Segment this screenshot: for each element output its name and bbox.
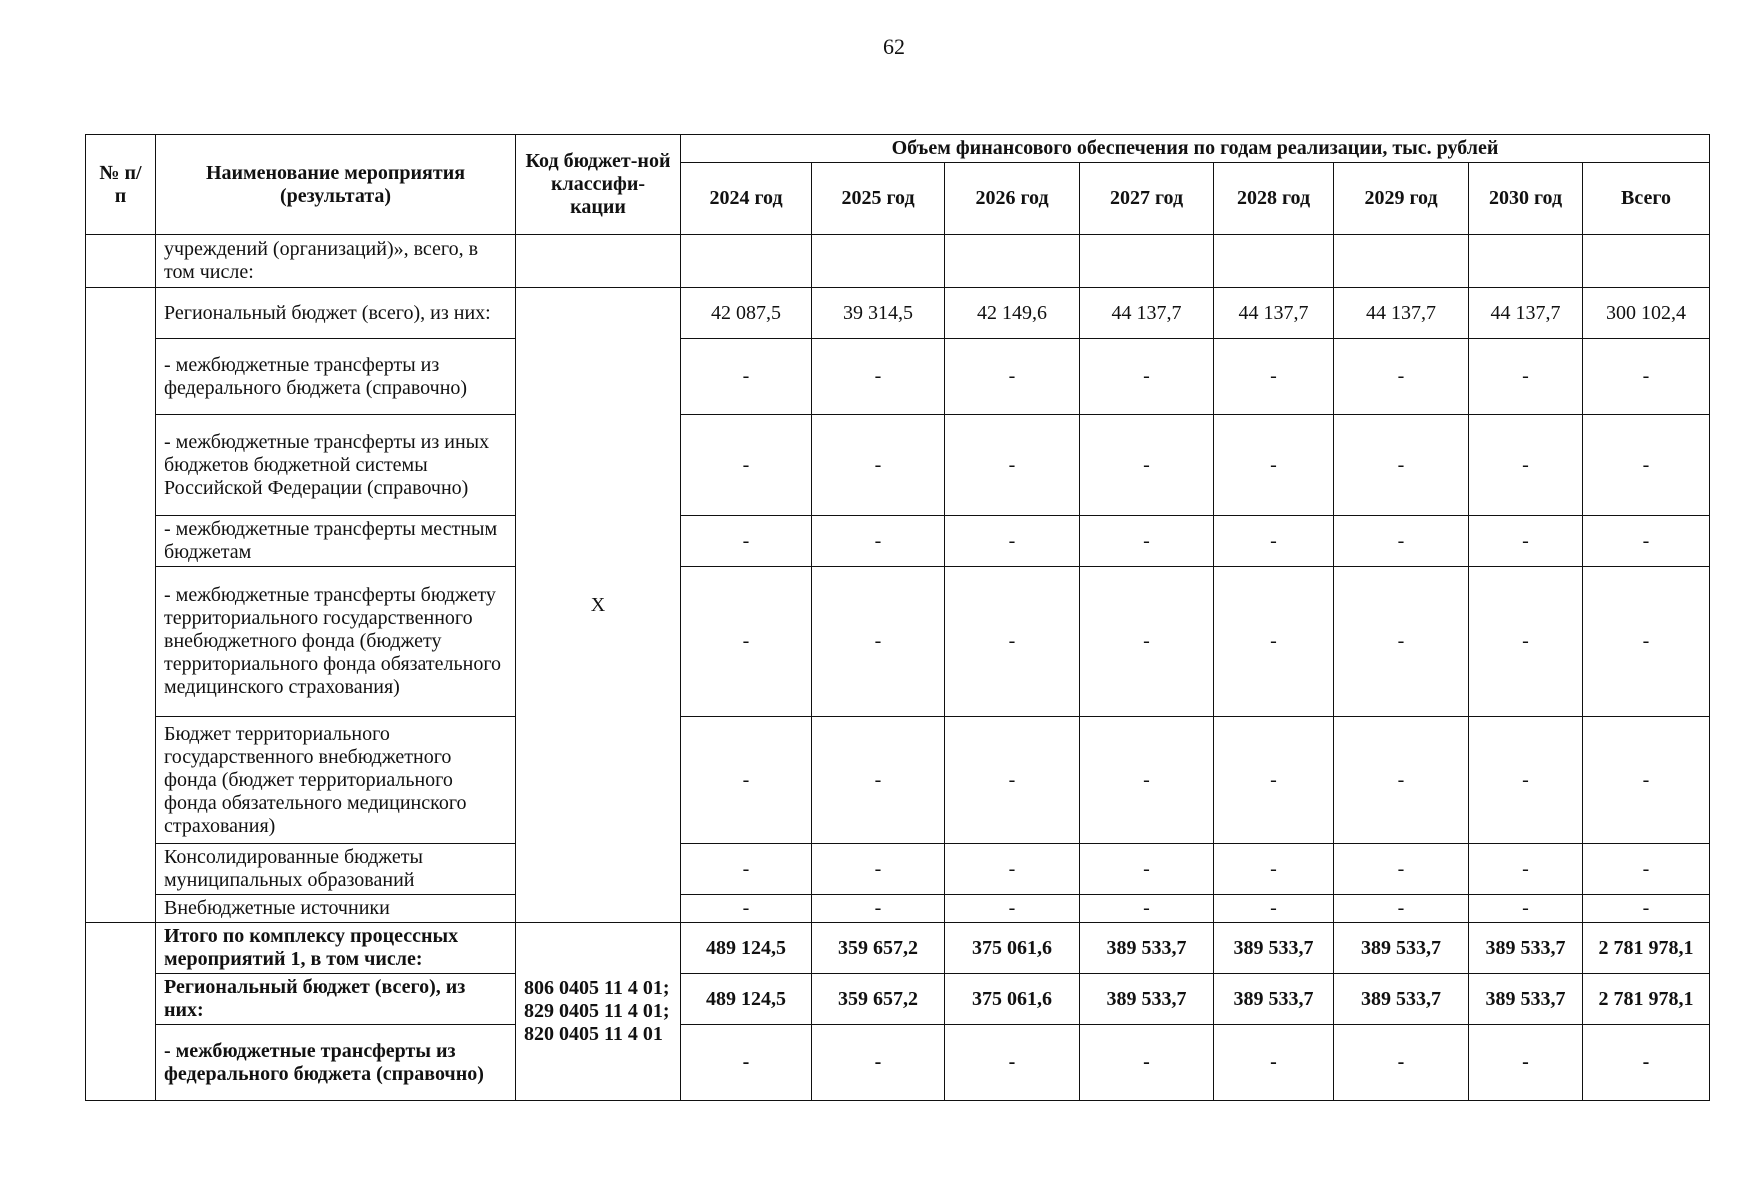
value-cell: - bbox=[1334, 415, 1469, 516]
value-cell: 42 087,5 bbox=[681, 288, 812, 339]
value-cell: 389 533,7 bbox=[1469, 974, 1583, 1025]
value-cell: - bbox=[945, 516, 1080, 567]
value-cell: - bbox=[681, 895, 812, 923]
value-cell: 389 533,7 bbox=[1334, 974, 1469, 1025]
value-cell: - bbox=[1080, 1025, 1214, 1101]
value-cell: - bbox=[1334, 895, 1469, 923]
value-cell: - bbox=[1214, 339, 1334, 415]
value-cell bbox=[1080, 235, 1214, 288]
header-num: № п/п bbox=[86, 135, 156, 235]
value-cell: - bbox=[1080, 516, 1214, 567]
header-year-2026: 2026 год bbox=[945, 163, 1080, 235]
value-cell: - bbox=[1469, 717, 1583, 844]
value-cell: - bbox=[1469, 516, 1583, 567]
value-cell: - bbox=[681, 717, 812, 844]
value-cell: - bbox=[1469, 415, 1583, 516]
value-cell: - bbox=[1469, 844, 1583, 895]
value-cell: 2 781 978,1 bbox=[1583, 974, 1710, 1025]
budget-table bbox=[85, 134, 1710, 1101]
value-cell: - bbox=[1469, 895, 1583, 923]
value-cell: - bbox=[812, 339, 945, 415]
table-row bbox=[86, 1025, 1710, 1101]
value-cell: - bbox=[1334, 1025, 1469, 1101]
value-cell bbox=[1334, 235, 1469, 288]
value-cell: 389 533,7 bbox=[1469, 923, 1583, 974]
value-cell bbox=[945, 235, 1080, 288]
table-row bbox=[86, 516, 1710, 567]
value-cell: - bbox=[1334, 844, 1469, 895]
value-cell: - bbox=[681, 516, 812, 567]
header-year-2027: 2027 год bbox=[1080, 163, 1214, 235]
row-name: Региональный бюджет (всего), из них: bbox=[156, 288, 516, 339]
value-cell: - bbox=[1214, 516, 1334, 567]
value-cell: - bbox=[812, 895, 945, 923]
value-cell: 44 137,7 bbox=[1469, 288, 1583, 339]
value-cell: - bbox=[1583, 415, 1710, 516]
value-cell: - bbox=[1080, 717, 1214, 844]
value-cell: - bbox=[1583, 1025, 1710, 1101]
table-row bbox=[86, 717, 1710, 844]
value-cell bbox=[681, 235, 812, 288]
value-cell: - bbox=[812, 516, 945, 567]
value-cell: - bbox=[812, 717, 945, 844]
page-number: 62 bbox=[883, 34, 905, 59]
value-cell: 489 124,5 bbox=[681, 974, 812, 1025]
table-row bbox=[86, 895, 1710, 923]
value-cell: - bbox=[681, 415, 812, 516]
value-cell: - bbox=[681, 567, 812, 717]
value-cell: - bbox=[945, 717, 1080, 844]
row-name: - межбюджетные трансферты местным бюджетам bbox=[156, 516, 516, 567]
num-cell bbox=[86, 923, 156, 1101]
value-cell: - bbox=[1469, 1025, 1583, 1101]
row-name: Бюджет территориального государственного внебюджетного фонда (бюджет территориального фонда обязательного медицинского страхования) bbox=[156, 717, 516, 844]
table-row bbox=[86, 415, 1710, 516]
header-total: Всего bbox=[1583, 163, 1710, 235]
value-cell: - bbox=[1469, 339, 1583, 415]
value-cell: 39 314,5 bbox=[812, 288, 945, 339]
header-code: Код бюджет-ной классифи-кации bbox=[516, 135, 681, 235]
header-year-2030: 2030 год bbox=[1469, 163, 1583, 235]
value-cell: - bbox=[945, 895, 1080, 923]
value-cell: 375 061,6 bbox=[945, 974, 1080, 1025]
num-cell bbox=[86, 235, 156, 288]
value-cell: 2 781 978,1 bbox=[1583, 923, 1710, 974]
value-cell: - bbox=[1214, 1025, 1334, 1101]
value-cell: - bbox=[945, 339, 1080, 415]
value-cell: 389 533,7 bbox=[1080, 974, 1214, 1025]
value-cell: - bbox=[812, 1025, 945, 1101]
value-cell: 375 061,6 bbox=[945, 923, 1080, 974]
value-cell: - bbox=[1583, 844, 1710, 895]
value-cell: - bbox=[1080, 415, 1214, 516]
value-cell bbox=[1469, 235, 1583, 288]
row-name: Консолидированные бюджеты муниципальных образований bbox=[156, 844, 516, 895]
value-cell: - bbox=[1469, 567, 1583, 717]
table-row bbox=[86, 339, 1710, 415]
row-name: Региональный бюджет (всего), из них: bbox=[156, 974, 516, 1025]
value-cell: - bbox=[1583, 895, 1710, 923]
value-cell: - bbox=[1080, 339, 1214, 415]
value-cell: - bbox=[1583, 516, 1710, 567]
value-cell: - bbox=[681, 1025, 812, 1101]
value-cell: - bbox=[945, 415, 1080, 516]
value-cell: - bbox=[681, 339, 812, 415]
header-year-2028: 2028 год bbox=[1214, 163, 1334, 235]
header-year-2025: 2025 год bbox=[812, 163, 945, 235]
value-cell: 42 149,6 bbox=[945, 288, 1080, 339]
code-cell bbox=[516, 235, 681, 288]
value-cell: 359 657,2 bbox=[812, 974, 945, 1025]
table-row bbox=[86, 288, 1710, 339]
value-cell: - bbox=[945, 844, 1080, 895]
value-cell: - bbox=[1583, 717, 1710, 844]
code-cell: Х bbox=[516, 288, 681, 923]
value-cell: - bbox=[1080, 844, 1214, 895]
value-cell: - bbox=[1080, 567, 1214, 717]
row-name: - межбюджетные трансферты из иных бюджетов бюджетной системы Российской Федерации (справочно) bbox=[156, 415, 516, 516]
value-cell: - bbox=[1214, 567, 1334, 717]
value-cell: - bbox=[812, 844, 945, 895]
value-cell: - bbox=[945, 567, 1080, 717]
table-row bbox=[86, 567, 1710, 717]
value-cell: 389 533,7 bbox=[1080, 923, 1214, 974]
row-name: - межбюджетные трансферты из федерального бюджета (справочно) bbox=[156, 1025, 516, 1101]
header-name: Наименование мероприятия (результата) bbox=[156, 135, 516, 235]
row-name: Итого по комплексу процессных мероприятий 1, в том числе: bbox=[156, 923, 516, 974]
value-cell: - bbox=[1334, 567, 1469, 717]
value-cell: 300 102,4 bbox=[1583, 288, 1710, 339]
value-cell: - bbox=[812, 567, 945, 717]
row-name: - межбюджетные трансферты бюджету территориального государственного внебюджетного фонда (бюджету территориального фонда обязательного медицинского страхования) bbox=[156, 567, 516, 717]
header-year-2024: 2024 год bbox=[681, 163, 812, 235]
value-cell: - bbox=[1214, 415, 1334, 516]
row-name: учреждений (организаций)», всего, в том числе: bbox=[156, 235, 516, 288]
value-cell bbox=[812, 235, 945, 288]
value-cell: - bbox=[812, 415, 945, 516]
value-cell: 389 533,7 bbox=[1334, 923, 1469, 974]
value-cell: - bbox=[1214, 717, 1334, 844]
value-cell: - bbox=[1334, 717, 1469, 844]
value-cell: 389 533,7 bbox=[1214, 974, 1334, 1025]
value-cell: 44 137,7 bbox=[1080, 288, 1214, 339]
row-name: - межбюджетные трансферты из федерального бюджета (справочно) bbox=[156, 339, 516, 415]
table-row bbox=[86, 844, 1710, 895]
value-cell: - bbox=[1334, 516, 1469, 567]
value-cell: - bbox=[1583, 567, 1710, 717]
value-cell: - bbox=[945, 1025, 1080, 1101]
value-cell: 389 533,7 bbox=[1214, 923, 1334, 974]
table-row bbox=[86, 235, 1710, 288]
value-cell: - bbox=[1214, 844, 1334, 895]
value-cell bbox=[1583, 235, 1710, 288]
value-cell bbox=[1214, 235, 1334, 288]
table-row bbox=[86, 974, 1710, 1025]
value-cell: 489 124,5 bbox=[681, 923, 812, 974]
header-year-2029: 2029 год bbox=[1334, 163, 1469, 235]
value-cell: 359 657,2 bbox=[812, 923, 945, 974]
header-volume-group: Объем финансового обеспечения по годам реализации, тыс. рублей bbox=[681, 135, 1710, 163]
value-cell: - bbox=[1583, 339, 1710, 415]
value-cell: - bbox=[1334, 339, 1469, 415]
code-cell: 806 0405 11 4 01; 829 0405 11 4 01; 820 0405 11 4 01 bbox=[516, 923, 681, 1101]
value-cell: - bbox=[1214, 895, 1334, 923]
value-cell: 44 137,7 bbox=[1334, 288, 1469, 339]
table-row bbox=[86, 923, 1710, 974]
row-name: Внебюджетные источники bbox=[156, 895, 516, 923]
value-cell: 44 137,7 bbox=[1214, 288, 1334, 339]
value-cell: - bbox=[681, 844, 812, 895]
value-cell: - bbox=[1080, 895, 1214, 923]
num-cell bbox=[86, 288, 156, 923]
